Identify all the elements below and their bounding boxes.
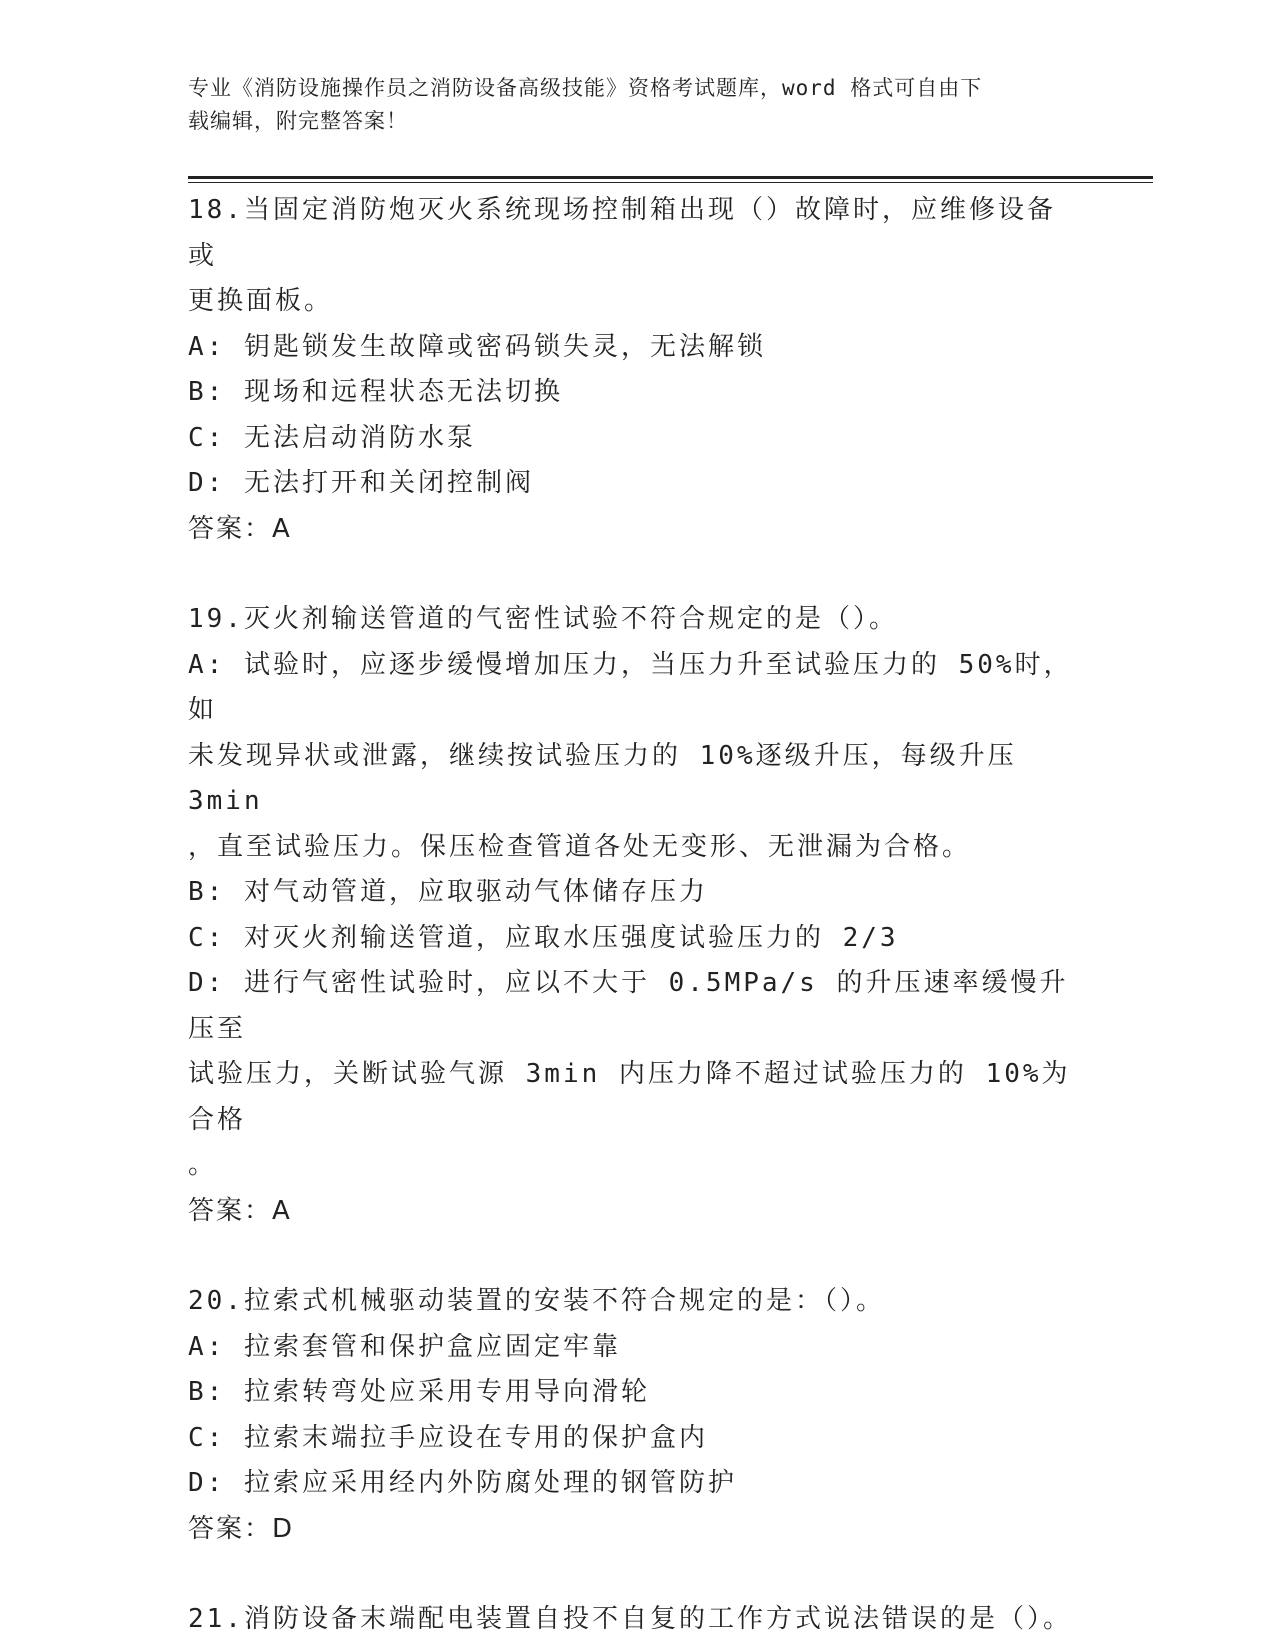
answer-option-line: 未发现异状或泄露，继续按试验压力的 10%逐级升压，每级升压 3min (188, 740, 1017, 816)
header-line-1: 专业《消防设施操作员之消防设备高级技能》资格考试题库，word 格式可自由下 (188, 76, 983, 100)
answer-option-line: A: 试验时，应逐步缓慢增加压力，当压力升至试验压力的 50%时，如 (188, 649, 1073, 725)
question-stem-line: 更换面板。 (188, 286, 334, 316)
answer-option-line: 试验压力，关断试验气源 3min 内压力降不超过试验压力的 10%为合格 (188, 1059, 1071, 1135)
document-header (188, 72, 1068, 138)
question-block (188, 1597, 1078, 1643)
answer-key: 答案：A (188, 1195, 292, 1226)
question-spacer (188, 552, 1078, 597)
answer-option-line: D: 拉索应采用经内外防腐处理的钢管防护 (188, 1468, 737, 1498)
question-block (188, 597, 1078, 1234)
answer-option-line: 。 (188, 1150, 218, 1180)
answer-option-line: B: 拉索转弯处应采用专用导向滑轮 (188, 1377, 650, 1407)
answer-option-line: C: 无法启动消防水泵 (188, 422, 476, 453)
answer-option-line: D: 进行气密性试验时，应以不大于 0.5MPa/s 的升压速率缓慢升压至 (188, 968, 1069, 1044)
answer-option-line: A: 钥匙锁发生故障或密码锁失灵，无法解锁 (188, 331, 766, 362)
question-list (188, 188, 1078, 1643)
answer-option-line: D: 无法打开和关闭控制阀 (188, 468, 534, 498)
header-divider-thin (188, 182, 1153, 183)
question-spacer (188, 1234, 1078, 1279)
question-block (188, 1279, 1078, 1552)
question-stem-line: 21.消防设备末端配电装置自投不自复的工作方式说法错误的是（）。 (188, 1604, 1072, 1634)
answer-option-line: C: 对灭火剂输送管道，应取水压强度试验压力的 2/3 (188, 922, 899, 953)
answer-option-line: B: 对气动管道，应取驱动气体储存压力 (188, 877, 708, 907)
question-stem-line: 19.灭火剂输送管道的气密性试验不符合规定的是（）。 (188, 604, 898, 634)
question-stem-line: 18.当固定消防炮灭火系统现场控制箱出现（）故障时，应维修设备或 (188, 195, 1056, 271)
header-line-2: 载编辑，附完整答案！ (188, 109, 408, 133)
answer-option-line: ，直至试验压力。保压检查管道各处无变形、无泄漏为合格。 (188, 831, 972, 862)
header-divider-thick (188, 176, 1153, 179)
answer-key: 答案：D (188, 1513, 295, 1544)
answer-key: 答案：A (188, 513, 292, 544)
answer-option-line: B: 现场和远程状态无法切换 (188, 377, 563, 407)
question-block (188, 188, 1078, 552)
question-stem-line: 20.拉索式机械驱动装置的安装不符合规定的是：（）。 (188, 1286, 885, 1316)
answer-option-line: A: 拉索套管和保护盒应固定牢靠 (188, 1331, 621, 1362)
question-spacer (188, 1552, 1078, 1597)
answer-option-line: C: 拉索末端拉手应设在专用的保护盒内 (188, 1422, 708, 1453)
